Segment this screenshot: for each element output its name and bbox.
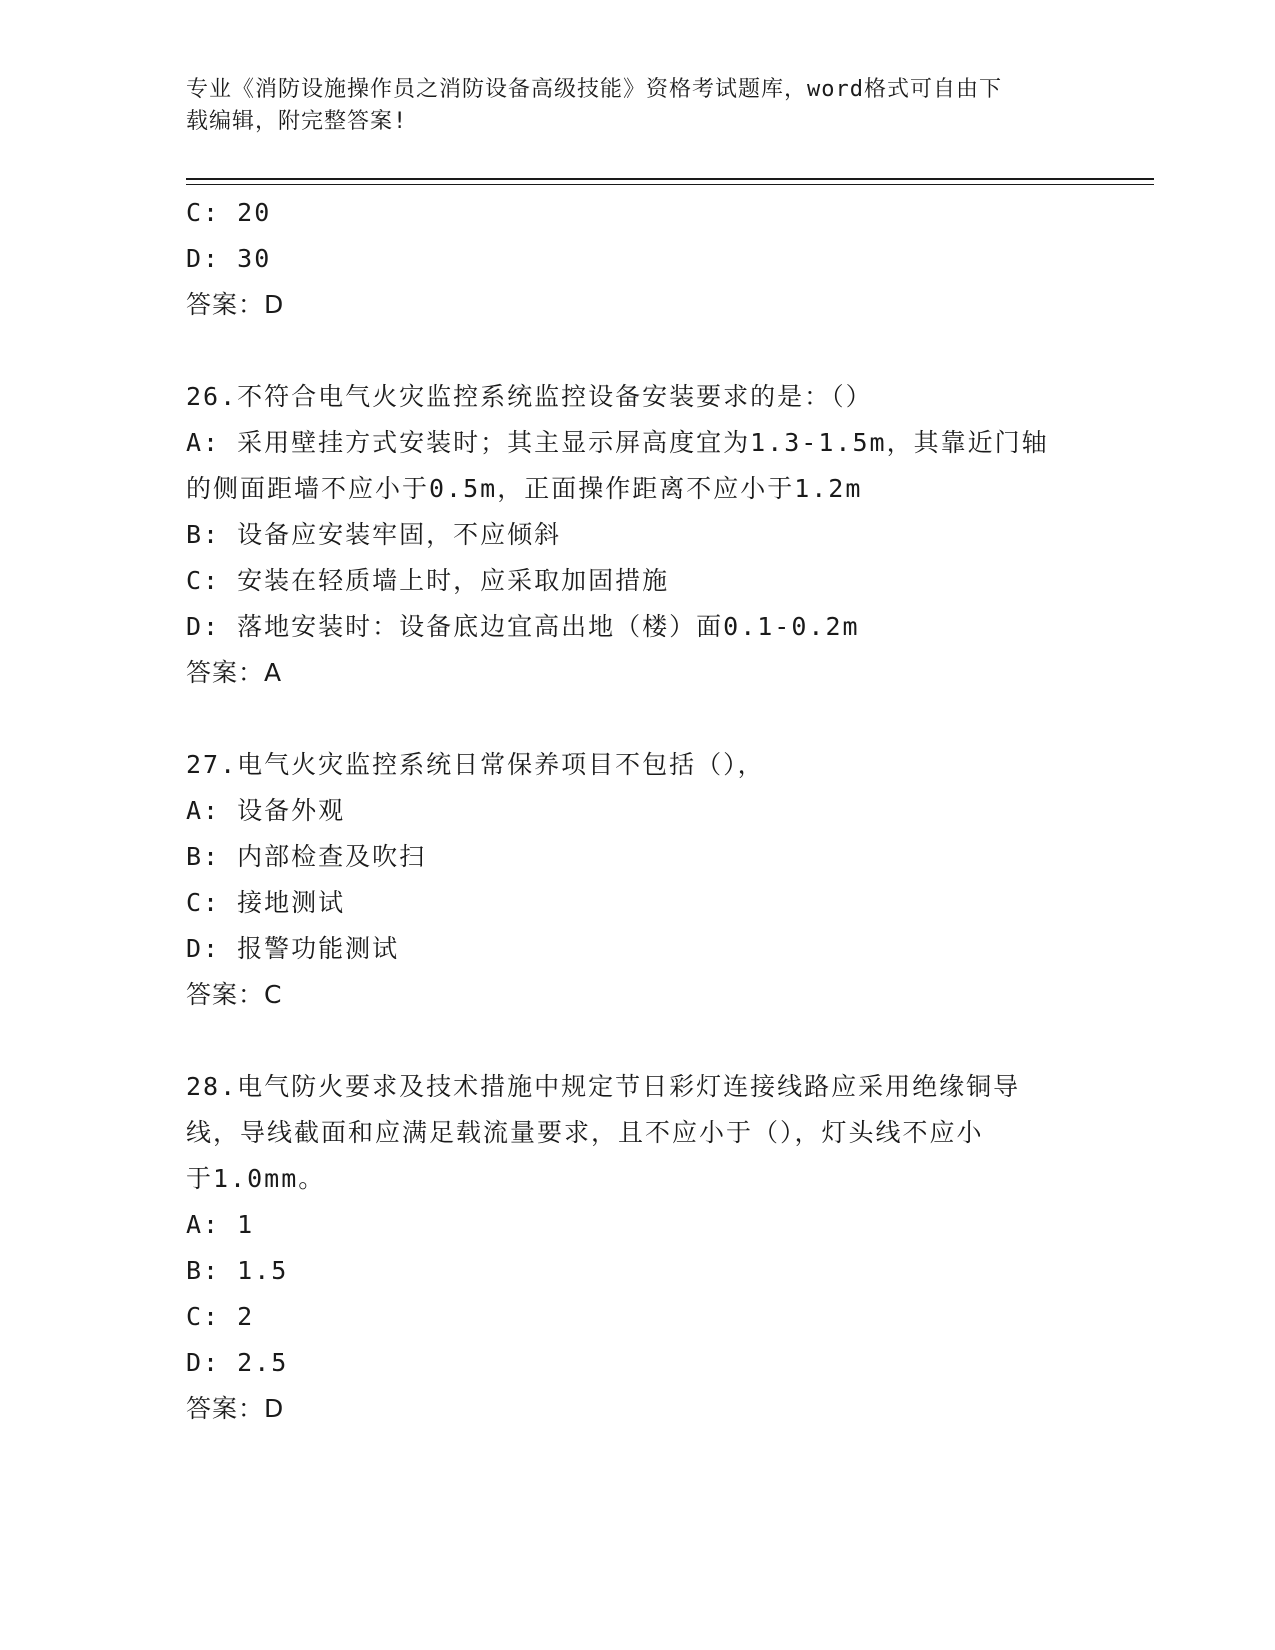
document-header xyxy=(186,74,1096,138)
option-b: B: 设备应安装牢固，不应倾斜 xyxy=(186,520,562,549)
option-a: A: 1 xyxy=(186,1210,255,1239)
option-a: A: 设备外观 xyxy=(186,796,346,825)
option-b: B: 1.5 xyxy=(186,1256,289,1285)
question-25-tail xyxy=(186,190,1086,328)
option-c: C: 2 xyxy=(186,1302,255,1331)
option-d: D: 2.5 xyxy=(186,1348,289,1377)
header-divider-thin xyxy=(186,184,1154,185)
option-d: D: 落地安装时：设备底边宜高出地（楼）面0.1-0.2m xyxy=(186,612,860,641)
question-stem: 27.电气火灾监控系统日常保养项目不包括（）， xyxy=(186,750,765,779)
header-line-1: 专业《消防设施操作员之消防设备高级技能》资格考试题库，word格式可自由下 xyxy=(186,77,1002,102)
option-b: B: 内部检查及吹扫 xyxy=(186,842,427,871)
question-stem: 28.电气防火要求及技术措施中规定节日彩灯连接线路应采用绝缘铜导 xyxy=(186,1072,1021,1101)
document-body xyxy=(186,190,1086,1432)
header-line-2: 载编辑，附完整答案! xyxy=(186,109,408,134)
option-c: C: 安装在轻质墙上时，应采取加固措施 xyxy=(186,566,670,595)
question-28 xyxy=(186,1064,1086,1432)
question-stem-continued: 线，导线截面和应满足载流量要求，且不应小于（），灯头线不应小 xyxy=(186,1118,984,1147)
answer-line: 答案：C xyxy=(186,980,283,1009)
question-27 xyxy=(186,742,1086,1018)
option-a: A: 采用壁挂方式安装时；其主显示屏高度宜为1.3-1.5m，其靠近门轴 xyxy=(186,428,1049,457)
header-divider-thick xyxy=(186,178,1154,180)
question-stem: 26.不符合电气火灾监控系统监控设备安装要求的是：（） xyxy=(186,382,873,411)
question-26 xyxy=(186,374,1086,696)
option-c: C: 接地测试 xyxy=(186,888,346,917)
question-stem-continued: 于1.0mm。 xyxy=(186,1164,326,1193)
option-d: D: 报警功能测试 xyxy=(186,934,400,963)
option-a-continued: 的侧面距墙不应小于0.5m，正面操作距离不应小于1.2m xyxy=(186,474,863,503)
answer-line: 答案：D xyxy=(186,1394,285,1423)
option-c: C: 20 xyxy=(186,198,272,227)
answer-line: 答案：D xyxy=(186,290,285,319)
answer-line: 答案：A xyxy=(186,658,283,687)
option-d: D: 30 xyxy=(186,244,272,273)
